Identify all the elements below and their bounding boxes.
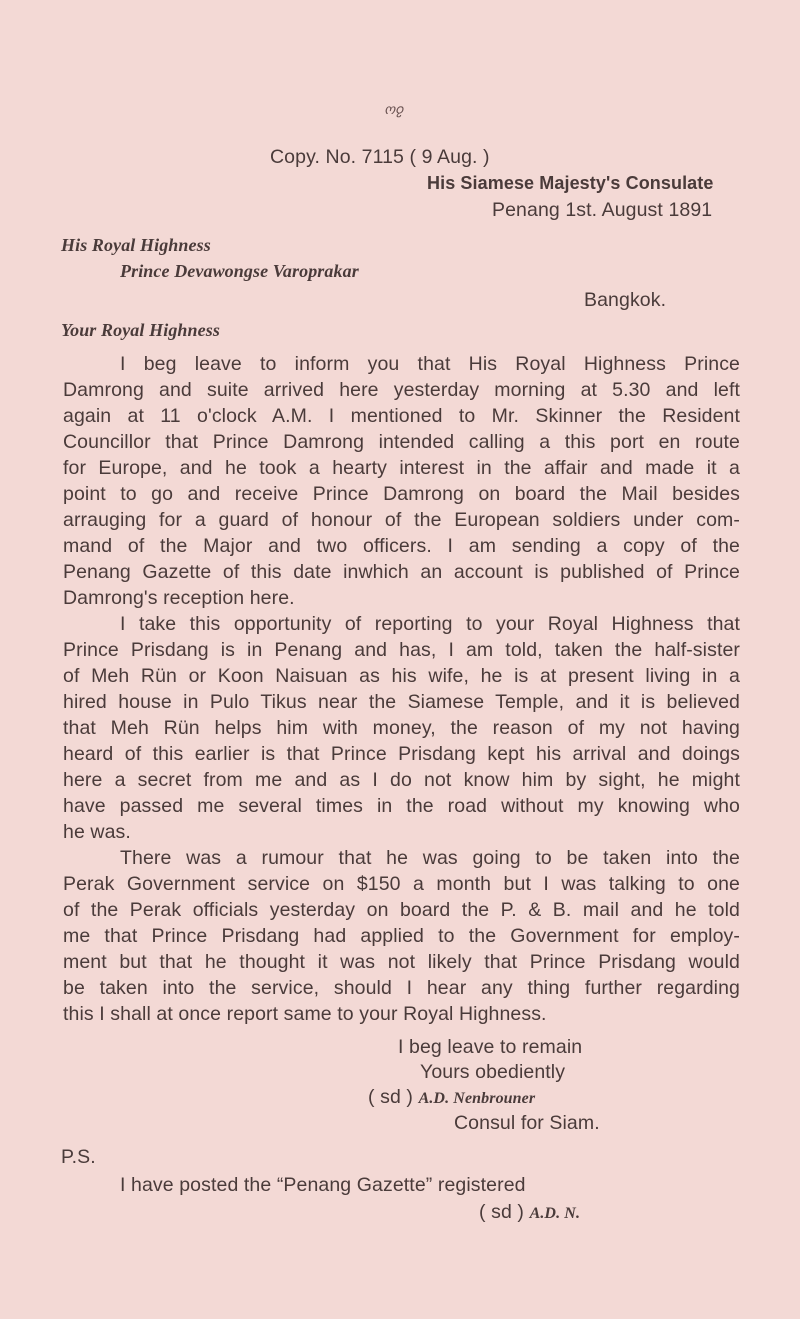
closing-line2: Yours obediently bbox=[420, 1061, 566, 1083]
addressee-line2: Prince Devawongse Varoprakar bbox=[120, 261, 359, 281]
body-line: heard of this earlier is that Prince Prisdang kept his arrival and doings bbox=[63, 743, 740, 765]
body-line: he was. bbox=[63, 821, 131, 843]
body-line: that Meh Rün helps him with money, the reason of my not having bbox=[63, 717, 740, 739]
body-line: Penang Gazette of this date inwhich an account is published of Prince bbox=[63, 561, 740, 583]
body-line: hired house in Pulo Tikus near the Siamese Temple, and it is believed bbox=[63, 691, 740, 713]
signature-line bbox=[368, 1084, 535, 1112]
body-line: have passed me several times in the road without my knowing who bbox=[63, 795, 740, 817]
copy-line: Copy. No. 7115 ( 9 Aug. ) bbox=[270, 146, 490, 168]
body-line: again at 11 o'clock A.M. I mentioned to Mr. Skinner the Resident bbox=[63, 405, 740, 427]
consul-title: Consul for Siam. bbox=[454, 1112, 600, 1134]
ps-signature-line bbox=[479, 1199, 580, 1227]
sender: His Siamese Majesty's Consulate bbox=[427, 173, 714, 193]
body-line: Damrong and suite arrived here yesterday morning at 5.30 and left bbox=[63, 379, 740, 401]
body-line: ment but that he thought it was not likely that Prince Prisdang would bbox=[63, 951, 740, 973]
ps-text: I have posted the “Penang Gazette” registered bbox=[120, 1174, 526, 1196]
body-line: Perak Government service on $150 a month but I was talking to one bbox=[63, 873, 740, 895]
body-line: Damrong's reception here. bbox=[63, 587, 295, 609]
body-line: There was a rumour that he was going to be taken into the bbox=[120, 847, 740, 869]
ps-sd-prefix: ( sd ) bbox=[479, 1201, 525, 1223]
addressee-city: Bangkok. bbox=[584, 289, 667, 311]
body-line: point to go and receive Prince Damrong on board the Mail besides bbox=[63, 483, 740, 505]
body-line: of the Perak officials yesterday on board the P. & B. mail and he told bbox=[63, 899, 740, 921]
sd-prefix: ( sd ) bbox=[368, 1086, 414, 1108]
body-line: arrauging for a guard of honour of the European soldiers under com- bbox=[63, 509, 740, 531]
body-line: I beg leave to inform you that His Royal Highness Prince bbox=[120, 353, 740, 375]
body-line: of Meh Rün or Koon Naisuan as his wife, he is at present living in a bbox=[63, 665, 740, 687]
addressee-line1: His Royal Highness bbox=[61, 235, 211, 255]
body-line: mand of the Major and two officers. I am sending a copy of the bbox=[63, 535, 740, 557]
body-line: this I shall at once report same to your Royal Highness. bbox=[63, 1003, 547, 1025]
salutation: Your Royal Highness bbox=[61, 320, 220, 340]
body-line: me that Prince Prisdang had applied to the Government for employ- bbox=[63, 925, 740, 947]
ps-label: P.S. bbox=[61, 1146, 96, 1168]
closing-line1: I beg leave to remain bbox=[398, 1036, 583, 1058]
place-date: Penang 1st. August 1891 bbox=[492, 199, 713, 221]
body-line: I take this opportunity of reporting to your Royal Highness that bbox=[120, 613, 740, 635]
body-line: here a secret from me and as I do not know him by sight, he might bbox=[63, 769, 740, 791]
body-line: Councillor that Prince Damrong intended calling a this port en route bbox=[63, 431, 740, 453]
signature: A.D. Nenbrouner bbox=[418, 1090, 536, 1107]
body-line: Prince Prisdang is in Penang and has, I am told, taken the half-sister bbox=[63, 639, 740, 661]
body-line: for Europe, and he took a hearty interest in the affair and made it a bbox=[63, 457, 740, 479]
body-line: be taken into the service, should I hear any thing further regarding bbox=[63, 977, 740, 999]
ps-initials: A.D. N. bbox=[529, 1205, 581, 1222]
page-number: ოჹ bbox=[384, 101, 404, 117]
